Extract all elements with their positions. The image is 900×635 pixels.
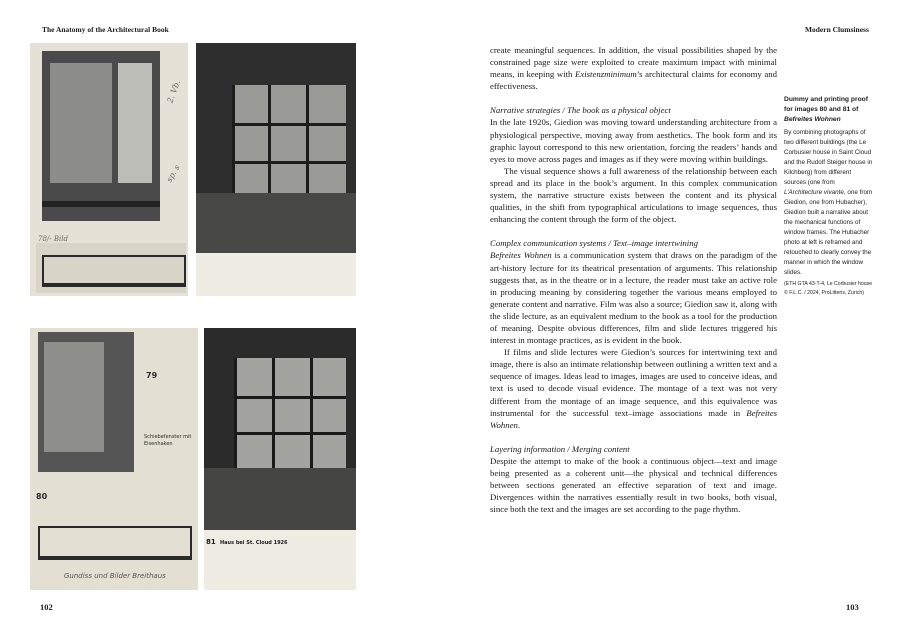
- handwritten-note: 78/- Bild: [38, 235, 68, 243]
- dummy-card-bottom: [30, 328, 198, 590]
- figure-label: 80: [36, 492, 48, 501]
- running-head-right: Modern Clumsiness: [805, 25, 869, 34]
- section-heading: Narrative strategies / The book as a physical object: [490, 105, 671, 116]
- paragraph: If films and slide lectures were Giedion’s sources for intertwining text and image, there is also an intimate relationship between outlining a written text and a sequence of images. Ideas lead to images, images are used to conceive ideas, and text is used to decode visual evidence. The montage of a text was not very different from the montage of an image sequence, and this equivalence was instrumental for the successful text–image associations made in Befreites Wohnen.: [490, 347, 777, 430]
- window-frame-strip: [36, 243, 186, 293]
- interior-photo-top: [196, 43, 356, 296]
- figure-label: 81: [206, 538, 216, 546]
- handwritten-note: Gundiss und Bilder Breithaus: [64, 572, 166, 580]
- caption-text: By combining photographs of two different buildings (the Le Corbusier house in Saint Cloud and the Rudolf Steiger house in Kilchberg) from different sources (one from L’Architecture vivante, one from Giedion, one from Hubacher), Giedion built a narrative about the mechanical functions of window frames. The Hubacher photo at left is reframed and retouched to clearly convey the manner in which the window slides.: [784, 129, 873, 276]
- paragraph: create meaningful sequences. In addition, the visual possibilities shaped by the constrained page size were exploited to create maximum impact with minimal means, in keeping with Existenzminimum’s architectural claims for economy and effectiveness.: [490, 45, 777, 92]
- paragraph: Despite the attempt to make of the book a continuous object—text and image being presented as a coherent unit—the physical and technical differences between sections generated an effective separation of text and image. Divergences within the narratives essentially result in two books, both visual, since both the text and the images are set according to the page rhythm.: [490, 455, 777, 515]
- window-photo: [42, 51, 160, 221]
- section-heading: Layering information / Merging content: [490, 443, 630, 454]
- caption-credit: (ETH GTA 43-T-4, Le Corbusier house © F.L.C. / 2024, ProLitteris, Zurich): [784, 281, 873, 296]
- page-number-left: 102: [40, 602, 53, 612]
- caption-title: Dummy and printing proof for images 80 and 81 of Befreites Wohnen: [784, 96, 868, 123]
- window-frame-strip: [38, 526, 192, 560]
- section-heading: Complex communication systems / Text–image intertwining: [490, 238, 698, 249]
- handwritten-note: 2. Vb.: [165, 78, 183, 105]
- figure-number: 79: [146, 371, 158, 380]
- page-number-right: 103: [846, 602, 859, 612]
- figure-note: Schiebefenster mit Eisenhaken: [144, 434, 192, 447]
- paragraph: Befreites Wohnen is a communication system that draws on the paradigm of the art-history lecture for its theatrical presentation of arguments. This relationship suggests that, as in the theatre or in a lecture, the reader must take an active role in producing meaning by considering together the various means employed to generate content and narrative. Film was also a source; Giedion saw it, along with the slide lecture, as an equivalent medium to the book as a tool for the production of meaning. Despite obvious differences, film and slide lectures triggered his interest in montage practices, as is evident in the book.: [490, 250, 778, 346]
- figure-caption: Haus bei St. Cloud 1926: [220, 540, 288, 546]
- paragraph: In the late 1920s, Giedion was moving toward understanding architecture from a physiological perspective, moving away from aesthetics. The book form and its graphic layout correspond to this new orientation, forcing the readers’ hands and eyes to move across pages and images as if they were moving within buildings.: [490, 117, 777, 164]
- paragraph: The visual sequence shows a full awareness of the relationship between each spread and its place in the book’s argument. In this complex communication system, the narrative structure exists between the content and its physical qualities, in the shift from typographical articulations to image sequences, thus enhancing the content through the form of the object.: [490, 165, 777, 225]
- dummy-card-top: [30, 43, 188, 296]
- window-photo: [38, 332, 134, 472]
- handwritten-note: sp. s: [164, 163, 182, 184]
- interior-photo-bottom: [204, 328, 356, 590]
- running-head-left: The Anatomy of the Architectural Book: [42, 25, 169, 34]
- body-text-column: [490, 44, 777, 515]
- figure-caption-column: [784, 95, 874, 298]
